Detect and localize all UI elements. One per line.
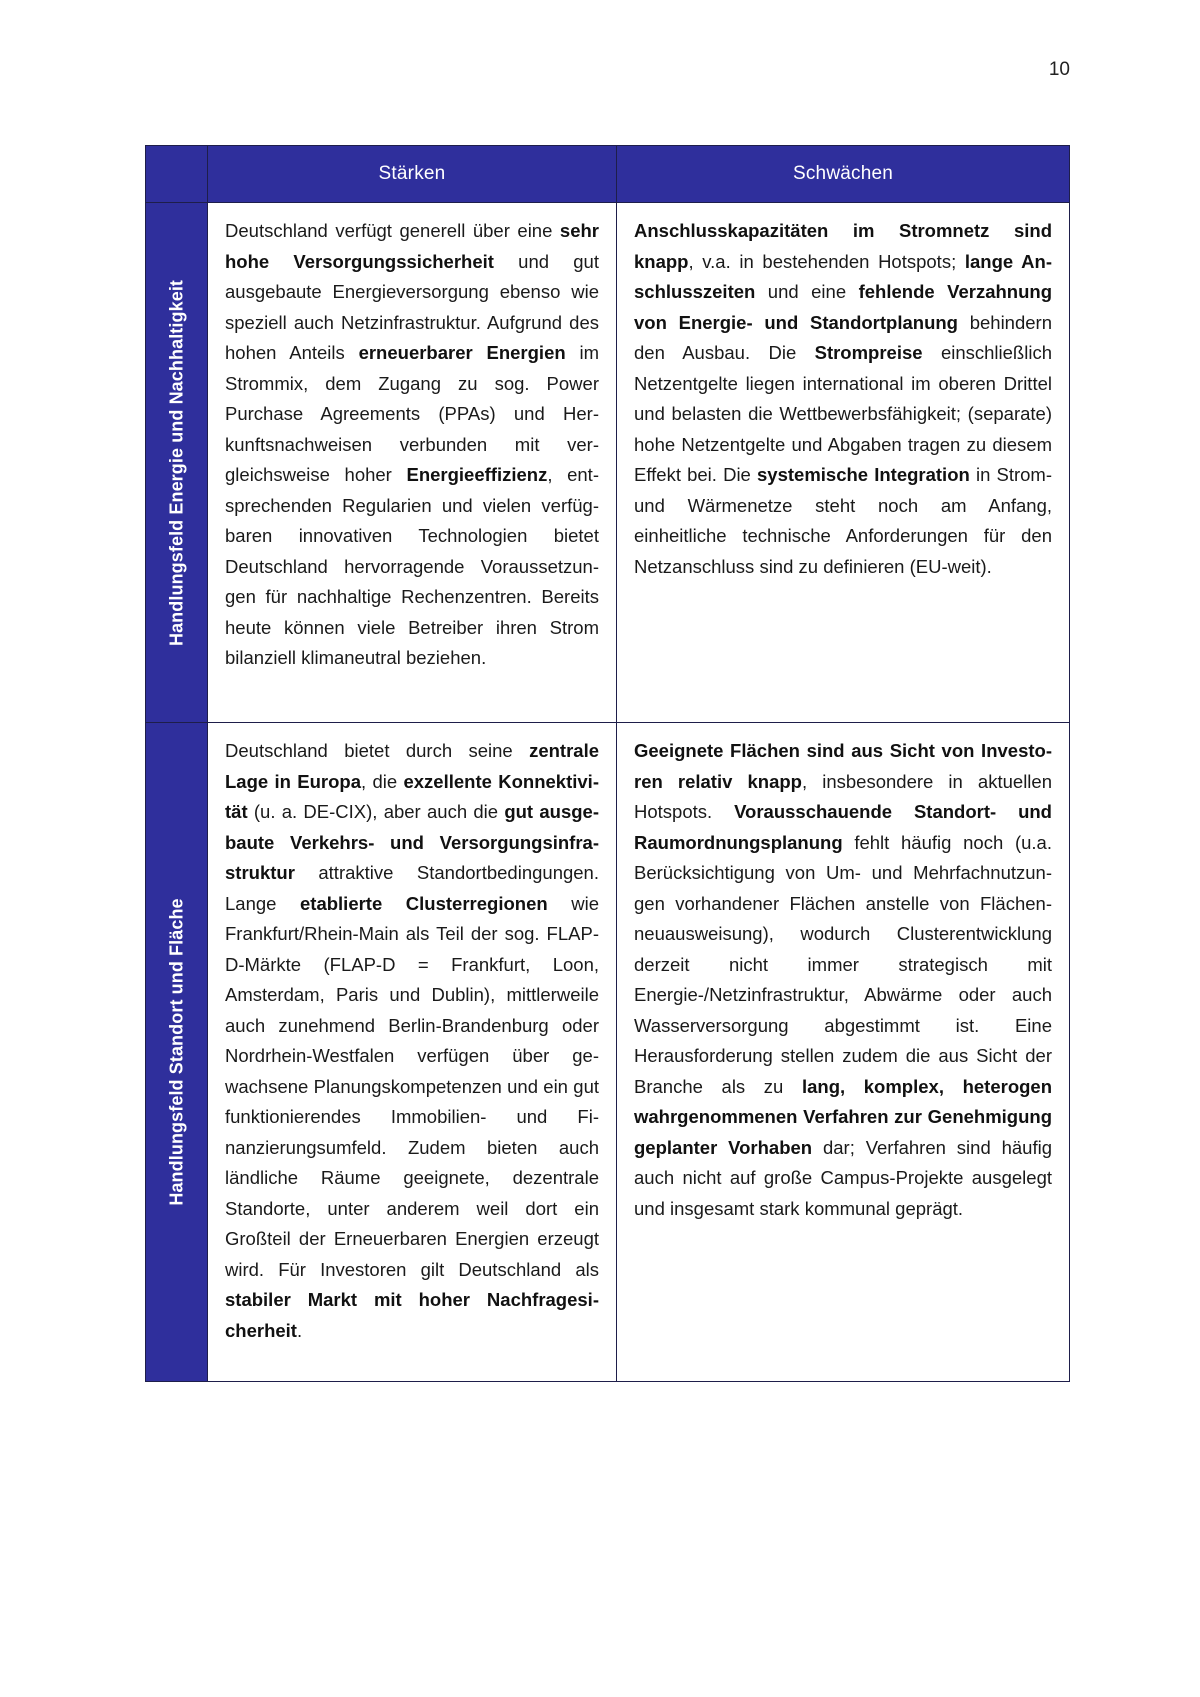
strengths-text-energy [208,203,616,690]
header-weaknesses: Schwächen [617,146,1070,203]
text-run: dar; Verfahren sind häufig auch nicht auf große Campus-Projekte ausgelegt und insgesamt stark kommunal geprägt. [634,1136,1052,1219]
text-run: , die [361,770,404,792]
weaknesses-text-location [617,723,1069,1240]
bold-text-run: Strompreise [814,342,923,363]
strengths-cell-energy [208,203,617,723]
row-label-cell [146,723,208,1382]
bold-text-run: sehr hohe Versorgungssicherheit [225,220,599,272]
weaknesses-cell-energy [617,203,1070,723]
strengths-text-location [208,723,616,1362]
strengths-cell-location [208,723,617,1382]
page-number: 10 [1048,59,1070,80]
weaknesses-text-energy [617,203,1069,598]
bold-text-run: etablierte Clusterregionen [300,892,548,914]
text-run: und eine [755,281,859,302]
text-run: wie Frankfurt/Rhein-Main als Teil der sog. FLAP-D-Märkte (FLAP-D = Frankfurt, Loon, Amsterdam, Paris und Dublin), mittlerweile auch zunehmend Berlin-Brandenburg oder Nordrhein-Westfalen verfügen über gewachsene Planungskompetenzen und ein gut funktionierendes Immobilien- und Finanzierungsumfeld. Zudem bieten auch ländliche Räume geeignete, dezentrale Standorte, unter anderem weil dort ein Großteil der Erneuerbaren Energien erzeugt wird. Für Investoren gilt Deutschland als [225,892,599,1280]
table-header-row [146,146,1070,203]
row-label-location: Handlungsfeld Standort und Fläche [166,898,186,1206]
bold-text-run: fehlende Verzahnung von Energie- und Standortplanung [634,281,1053,333]
table-row-energy [146,203,1070,723]
text-run: Deutschland verfügt generell über eine [225,220,560,241]
text-run: und gut ausgebaute Energieversorgung ebenso wie speziell auch Netzinfrastruktur. Aufgrund des hohen Anteils [225,250,599,363]
header-strengths: Stärken [208,146,617,203]
text-run: , insbesondere in aktuellen Hotspots. [634,770,1052,822]
text-run: attraktive Standortbedingungen. Lange [225,862,599,914]
text-run: Deutschland bietet durch seine [225,740,530,761]
text-run: (u. a. DE-CIX), aber auch die [247,801,505,822]
text-run: , entsprechenden Regularien und vielen verfügbaren innovativen Technologien bietet Deutschland hervorragende Voraussetzungen für nachhaltige Rechenzentren. Bereits heute können viele Betreiber ihren Strom bilanziell klimaneutral beziehen. [225,464,599,668]
bold-text-run: zentrale Lage in Europa [225,740,599,792]
text-run: in Strom- und Wärmenetze steht noch am Anfang, einheitliche technische Anforderungen für den Netzanschluss sind zu definieren (EU-weit). [634,464,1053,577]
bold-text-run: lange Anschlusszeiten [634,250,1052,302]
bold-text-run: Geeignete Flächen sind aus Sicht von Investoren relativ knapp [634,740,1052,792]
bold-text-run: erneuerbarer Energien [358,342,566,363]
row-label-cell [146,203,208,723]
bold-text-run: Energieeffizienz [406,464,548,485]
text-run: behindern den Ausbau. Die [634,311,1053,363]
text-run: , v.a. in bestehenden Hotspots; [688,250,965,272]
bold-text-run: systemische Integration [757,464,970,485]
bold-text-run: Vorausschauende Standort- und Raumordnungsplanung [634,801,1052,853]
text-run: . [296,1319,303,1341]
text-run: einschließlich Netzentgelte liegen international im oberen Drittel und belasten die Wettbewerbsfähigkeit; (separate) hohe Netzentgelte und Abgaben tragen zu diesem Effekt bei. Die [634,342,1052,485]
table-row-location [146,723,1070,1382]
bold-text-run: lang, komplex, heterogen wahrgenommenen Verfahren zur Genehmigung geplanter Vorhaben [634,1075,1053,1158]
bold-text-run: exzellente Konnektivität [225,770,599,822]
text-run: im Strommix, dem Zugang zu sog. Power Purchase Agreements (PPAs) und Herkunftsnachweisen verbunden mit vergleichsweise hoher [225,342,599,485]
bold-text-run: stabiler Markt mit hoher Nachfragesicherheit [225,1289,599,1341]
bold-text-run: Anschlusskapazitäten im Stromnetz sind knapp [634,220,1052,272]
text-run: fehlt häufig noch (u.a. Berücksichtigung von Um- und Mehrfachnutzungen vorhandener Flächen anstelle von Flächenneuausweisung), wodurch Clusterentwicklung derzeit nicht immer strategisch mit Energie-/Netzinfrastruktur, Abwärme oder auch Wasserversorgung abgestimmt ist. Eine Herausforderung stellen zudem die aus Sicht der Branche als zu [634,831,1052,1097]
row-label-energy: Handlungsfeld Energie und Nachhaltigkeit [166,279,186,646]
bold-text-run: gut ausgebaute Verkehrs- und Versorgungsinfrastruktur [225,801,599,883]
header-corner-cell [146,146,208,203]
weaknesses-cell-location [617,723,1070,1382]
swot-table [145,145,1070,1382]
